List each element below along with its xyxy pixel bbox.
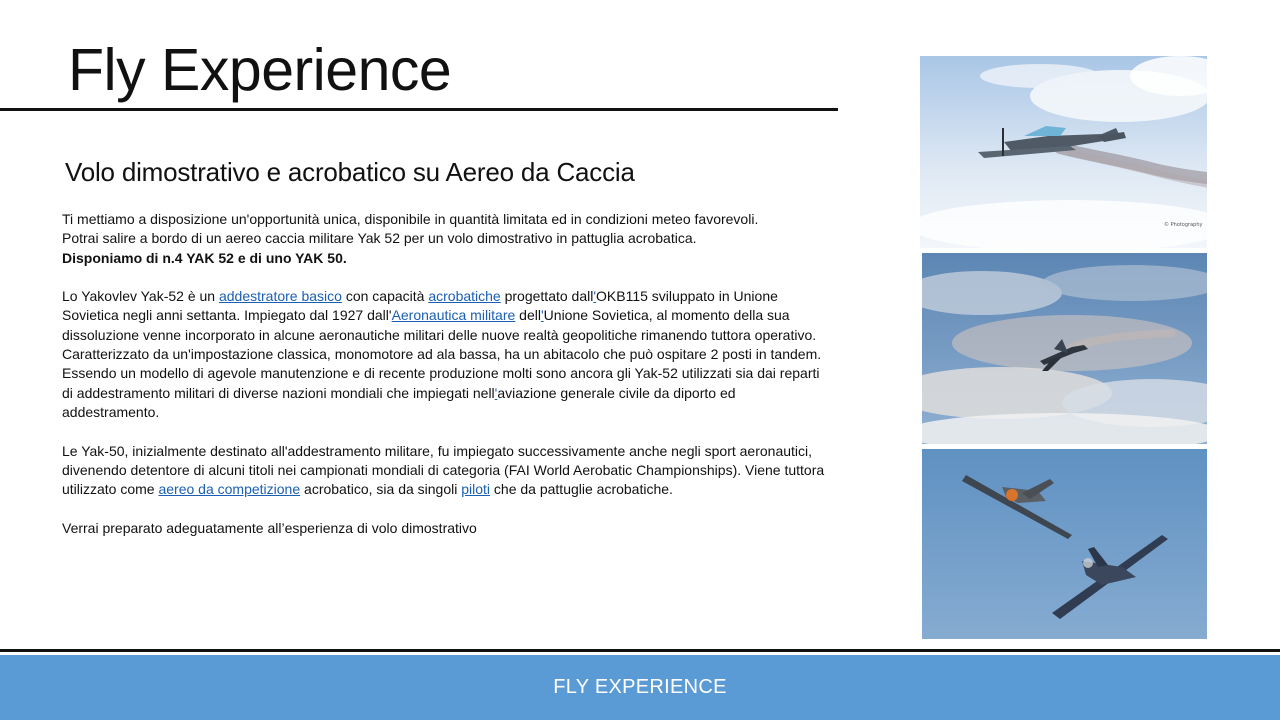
yak52-text-7: Caratterizzato da un'impostazione classica, monomotore ad ala bassa, ha un abitacolo che può ospitare 2 posti in tandem. Essendo un modello di agevole manutenzione e di recente produzione molti sono ancora gli Yak-52 utilizzati sia dai reparti di addestramento militari di diverse nazioni mondiali che impiegati nell [62,346,822,401]
paragraph-gap [62,268,832,287]
intro-line-2: Potrai salire a bordo di un aereo caccia militare Yak 52 per un volo dimostrativo in pattuglia acrobatica. [62,230,697,247]
closing-line: Verrai preparato adeguatamente all’esperienza di volo dimostrativo [62,519,477,536]
yak50-paragraph [62,442,832,500]
yak50-text-2: acrobatico, sia da singoli [300,481,462,498]
link-apostrophe-3[interactable]: ' [494,384,498,401]
yak50-text-1: Le Yak-50, inizialmente destinato all'addestramento militare, fu impiegato successivamente anche negli sport aeronautici, divenendo detentore di alcuni titoli nei campionati mondiali di categoria (FAI World Aerobatic Championships). Viene tuttora utilizzato come [62,442,825,498]
intro-line-1: Ti mettiamo a disposizione un'opportunità unica, disponibile in quantità limitata ed in condizioni meteo favorevoli. [62,211,759,227]
photo-1-illustration [920,56,1207,248]
footer-rule [0,649,1280,652]
photo-2-illustration [922,253,1207,444]
yak52-text-1: Lo Yakovlev Yak-52 è un [62,288,219,305]
yak52-text-6: Unione Sovietica, al momento della sua dissoluzione venne incorporato in alcune aeronautiche militari delle nuove realtà geopolitiche rimanendo tuttora operativo. [62,307,817,343]
yak52-description-paragraph [62,345,832,422]
photo-yak-clouds [922,253,1207,444]
link-addestratore-basico[interactable]: addestratore basico [218,288,342,305]
link-aereo-da-competizione[interactable]: aereo da competizione [158,481,301,498]
footer-label: FLY EXPERIENCE [553,676,727,698]
link-acrobatiche[interactable]: acrobatiche [428,288,501,305]
yak52-text-4: OKB115 sviluppato in Unione Sovietica negli anni settanta. Impiegato dal 1927 dall' [62,288,778,324]
yak52-text-5: dell [515,307,541,324]
yak52-paragraph [62,287,832,345]
yak52-text-8: aviazione generale civile da diporto ed addestramento. [62,384,736,420]
paragraph-gap [62,499,832,518]
slide-subtitle: Volo dimostrativo e acrobatico su Aereo da Caccia [65,157,635,187]
footer-bar [0,655,1280,720]
photo-yak-formation [922,449,1207,639]
photo-3-illustration [922,449,1207,639]
link-apostrophe-2[interactable]: ' [540,307,544,324]
yak50-text-3: che da pattuglie acrobatiche. [490,481,673,498]
link-piloti[interactable]: piloti [461,481,491,498]
link-apostrophe-1[interactable]: ' [593,288,597,305]
link-aeronautica-militare[interactable]: Aeronautica militare [391,307,516,324]
yak52-text-2: con capacità [341,288,429,305]
fleet-statement: Disponiamo di n.4 YAK 52 e di uno YAK 50. [62,249,347,266]
paragraph-gap [62,422,832,441]
slide-body [62,210,832,538]
photo-yak-smoke-trail [920,56,1207,248]
title-underline [0,108,838,111]
intro-line-3 [62,249,832,268]
slide-title: Fly Experience [68,37,452,103]
yak52-text-3: progettato dall [500,288,594,305]
photo-watermark: © Photography [1164,222,1203,228]
